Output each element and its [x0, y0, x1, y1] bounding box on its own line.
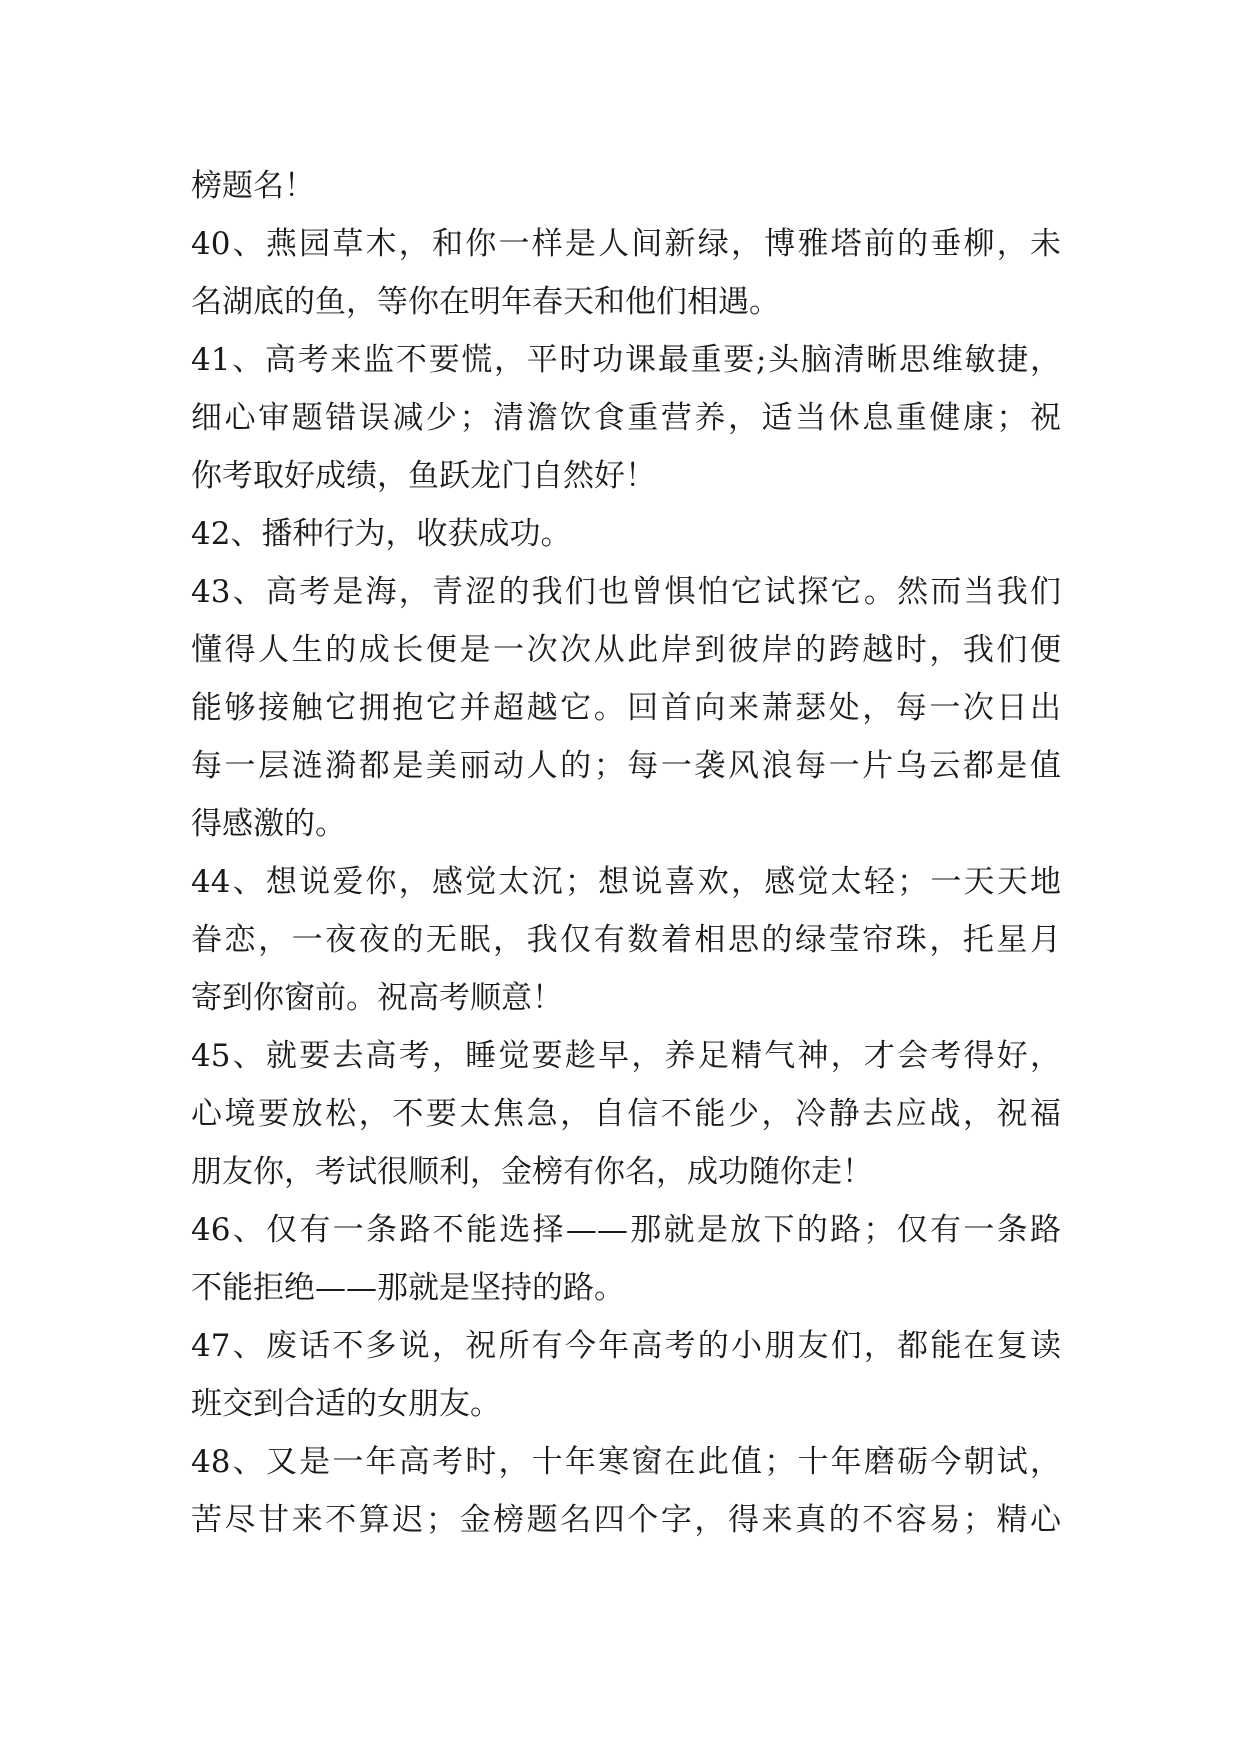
text-line: 44、想说爱你，感觉太沉；想说喜欢，感觉太轻；一天天地 [191, 864, 1061, 900]
text-line: 班交到合适的女朋友。 [191, 1386, 501, 1422]
text-line: 朋友你，考试很顺利，金榜有你名，成功随你走！ [191, 1154, 873, 1190]
text-line: 40、燕园草木，和你一样是人间新绿，博雅塔前的垂柳，未 [191, 226, 1061, 262]
text-line: 48、又是一年高考时，十年寒窗在此值；十年磨砺今朝试， [191, 1444, 1061, 1480]
text-line: 寄到你窗前。祝高考顺意！ [191, 980, 563, 1016]
text-line: 42、播种行为，收获成功。 [191, 516, 572, 552]
text-line: 45、就要去高考，睡觉要趁早，养足精气神，才会考得好， [191, 1038, 1061, 1074]
text-line: 心境要放松，不要太焦急，自信不能少，冷静去应战，祝福 [191, 1096, 1061, 1132]
text-line: 每一层涟漪都是美丽动人的；每一袭风浪每一片乌云都是值 [191, 748, 1061, 784]
text-line: 46、仅有一条路不能选择——那就是放下的路；仅有一条路 [191, 1212, 1061, 1248]
text-line: 43、高考是海，青涩的我们也曾惧怕它试探它。然而当我们 [191, 574, 1061, 610]
document-body-text [191, 157, 1061, 1549]
text-line: 不能拒绝——那就是坚持的路。 [191, 1270, 625, 1306]
text-line: 得感激的。 [191, 806, 346, 842]
text-line: 懂得人生的成长便是一次次从此岸到彼岸的跨越时，我们便 [191, 632, 1061, 668]
text-line: 你考取好成绩，鱼跃龙门自然好！ [191, 458, 656, 494]
text-line: 榜题名！ [191, 168, 315, 204]
text-line: 47、废话不多说，祝所有今年高考的小朋友们，都能在复读 [191, 1328, 1061, 1364]
text-line: 41、高考来监不要慌，平时功课最重要;头脑清晰思维敏捷， [191, 342, 1061, 378]
text-line: 眷恋，一夜夜的无眠，我仅有数着相思的绿莹帘珠，托星月 [191, 922, 1061, 958]
text-line: 名湖底的鱼，等你在明年春天和他们相遇。 [191, 284, 780, 320]
text-line: 苦尽甘来不算迟；金榜题名四个字，得来真的不容易；精心 [191, 1502, 1061, 1538]
text-line: 细心审题错误减少；清澹饮食重营养，适当休息重健康；祝 [191, 400, 1061, 436]
text-line: 能够接触它拥抱它并超越它。回首向来萧瑟处，每一次日出 [191, 690, 1061, 726]
